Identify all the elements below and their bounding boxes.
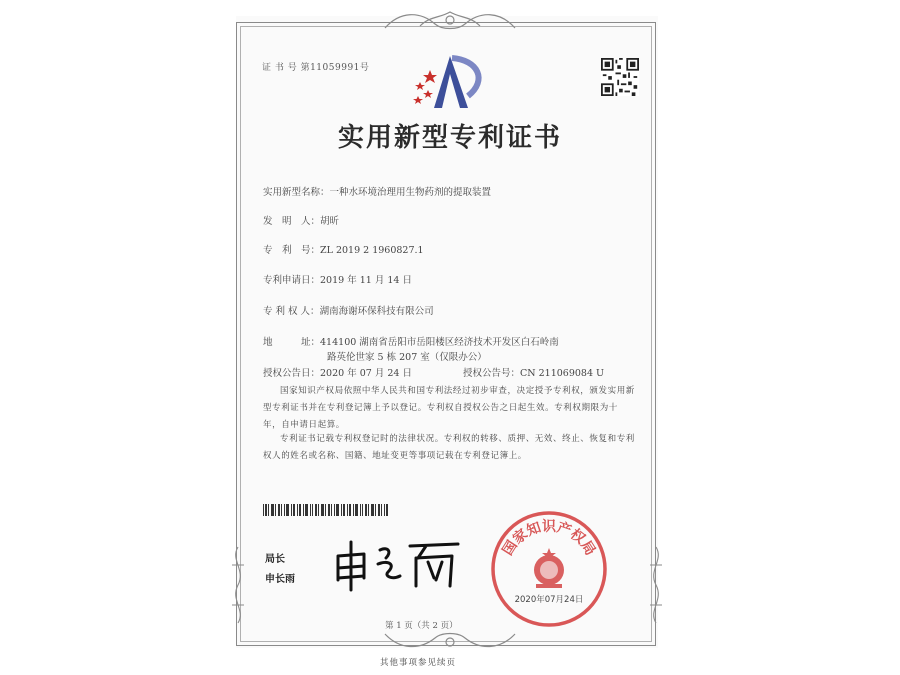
inventor-label: 发 明 人：	[263, 216, 321, 227]
signature-name: 申长雨	[265, 574, 295, 585]
grant-number-row	[463, 365, 604, 379]
address-label: 地 址：	[263, 337, 321, 348]
address-row	[263, 334, 559, 348]
filing-date-value: 2019 年 11 月 14 日	[320, 275, 412, 286]
grant-number-label: 授权公告号：	[463, 368, 521, 379]
barcode	[263, 504, 388, 516]
qr-code	[601, 58, 639, 96]
top-ornament	[380, 6, 520, 34]
address-line1: 414100 湖南省岳阳市岳阳楼区经济技术开发区白石岭南	[320, 337, 559, 348]
right-ornament	[646, 545, 666, 625]
official-seal	[490, 510, 608, 628]
footer-note: 其他事项参见续页	[380, 658, 457, 668]
certificate-number: 证 书 号 第11059991号	[262, 63, 370, 73]
holder-row	[263, 303, 434, 317]
handwritten-signature	[330, 536, 465, 594]
inventor-value: 胡昕	[320, 216, 340, 227]
left-ornament	[228, 545, 248, 625]
holder-value: 湖南海谢环保科技有限公司	[319, 306, 434, 317]
seal-text: 国家知识产权局	[499, 519, 599, 559]
patent-office-emblem	[408, 52, 490, 112]
certificate-title: 实用新型专利证书	[337, 123, 562, 153]
grant-number-value: CN 211069084 U	[520, 368, 605, 379]
grant-date-label: 授权公告日：	[263, 368, 321, 379]
seal-date: 2020年07月24日	[514, 595, 584, 605]
address-line2: 路英伦世家 5 栋 207 室（仅限办公）	[327, 352, 487, 363]
signature-role: 局长	[265, 554, 285, 565]
name-label: 实用新型名称：	[263, 187, 330, 198]
legal-paragraph-1: 国家知识产权局依照中华人民共和国专利法经过初步审查，决定授予专利权，颁发实用新型专利证书并在专利登记簿上予以登记。专利权自授权公告之日起生效。专利权期限为十年，自申请日起算。	[263, 386, 635, 430]
patent-number-row	[263, 242, 424, 256]
filing-date-row	[263, 272, 412, 286]
holder-label: 专 利 权 人：	[263, 306, 320, 317]
page-number: 第 1 页（共 2 页）	[385, 621, 458, 631]
name-row	[263, 184, 491, 198]
filing-date-label: 专利申请日：	[263, 275, 321, 286]
legal-paragraph-2: 专利证书记载专利权登记时的法律状况。专利权的转移、质押、无效、终止、恢复和专利权人的姓名或名称、国籍、地址变更等事项记载在专利登记簿上。	[263, 434, 635, 461]
patent-number-value: ZL 2019 2 1960827.1	[320, 245, 424, 256]
bottom-ornament	[380, 630, 520, 654]
name-value: 一种水环境治理用生物药剂的提取装置	[329, 187, 492, 198]
grant-date-row	[263, 365, 412, 379]
patent-number-label: 专 利 号：	[263, 245, 321, 256]
inventor-row	[263, 213, 339, 227]
grant-date-value: 2020 年 07 月 24 日	[320, 368, 412, 379]
